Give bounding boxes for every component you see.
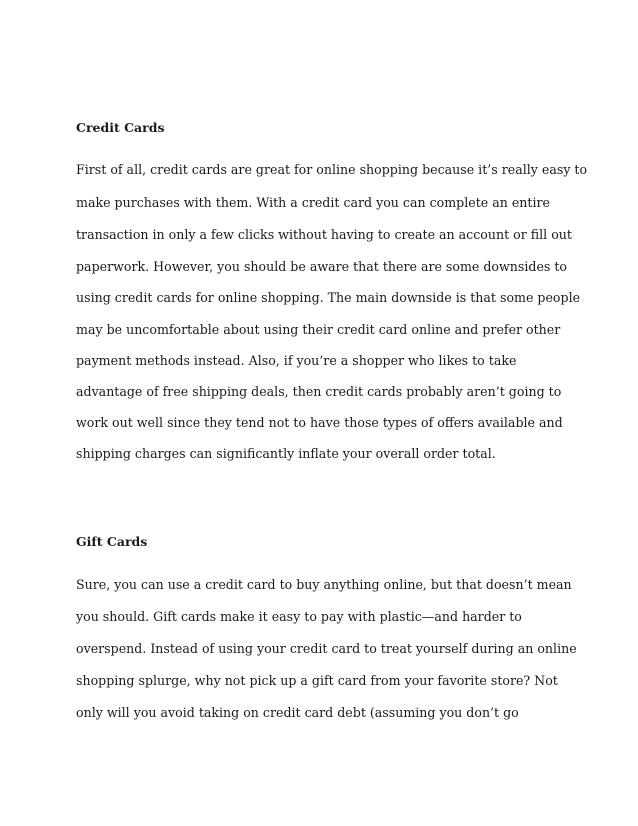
paragraph-line: transaction in only a few clicks without having to create an account or fill out [76, 227, 572, 242]
paragraph-line: only will you avoid taking on credit card debt (assuming you don’t go [76, 705, 519, 720]
paragraph-line: using credit cards for online shopping. The main downside is that some people [76, 290, 581, 305]
paragraph-line: work out well since they tend not to have those types of offers available and [76, 415, 563, 430]
paragraph-line: shipping charges can significantly inflate your overall order total. [76, 446, 496, 461]
section-heading-gift-cards: Gift Cards [76, 534, 148, 549]
paragraph-line: Sure, you can use a credit card to buy anything online, but that doesn’t mean [76, 577, 572, 592]
section-heading-credit-cards: Credit Cards [76, 120, 165, 135]
paragraph-line: payment methods instead. Also, if you’re a shopper who likes to take [76, 353, 517, 368]
paragraph-line: you should. Gift cards make it easy to pay with plastic—and harder to [76, 609, 522, 624]
paragraph-line: shopping splurge, why not pick up a gift card from your favorite store? Not [76, 673, 558, 688]
paragraph-line: advantage of free shipping deals, then credit cards probably aren’t going to [76, 384, 562, 399]
paragraph-line: overspend. Instead of using your credit card to treat yourself during an online [76, 641, 577, 656]
paragraph-line: First of all, credit cards are great for online shopping because it’s really easy to [76, 162, 588, 177]
paragraph-line: paperwork. However, you should be aware that there are some downsides to [76, 259, 568, 274]
paragraph-line: may be uncomfortable about using their credit card online and prefer other [76, 322, 561, 337]
paragraph-line: make purchases with them. With a credit card you can complete an entire [76, 195, 550, 210]
